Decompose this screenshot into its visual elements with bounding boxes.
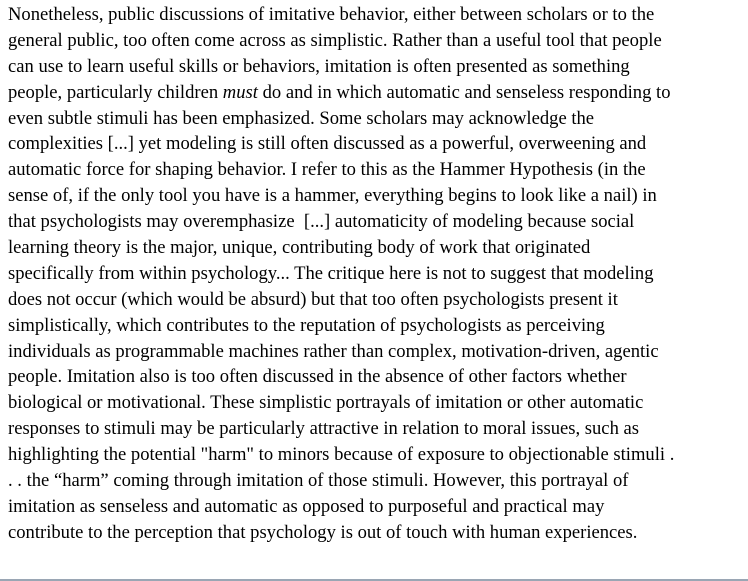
text-run: do and in which automatic and senseless responding to (257, 81, 671, 103)
text-line: imitation as senseless and automatic as opposed to purposeful and practical may (8, 495, 605, 517)
text-run: people, particularly children (8, 81, 223, 103)
text-line: contribute to the perception that psychology is out of touch with human experiences. (8, 521, 638, 543)
text-line: general public, too often come across as simplistic. Rather than a useful tool that people (8, 29, 662, 51)
text-line: that psychologists may overemphasize [...] automaticity of modeling because social (8, 211, 635, 233)
text-line: even subtle stimuli has been emphasized. Some scholars may acknowledge the (8, 107, 595, 129)
text-line: sense of, if the only tool you have is a hammer, everything begins to look like a nail) in (8, 185, 657, 207)
emphasis-text: must (222, 81, 258, 103)
text-line: individuals as programmable machines rather than complex, motivation-driven, agentic (8, 340, 659, 362)
text-line: automatic force for shaping behavior. I refer to this as the Hammer Hypothesis (in the (8, 159, 646, 181)
text-line: biological or motivational. These simplistic portrayals of imitation or other automatic (8, 392, 644, 414)
text-line: responses to stimuli may be particularly attractive in relation to moral issues, such as (8, 418, 639, 440)
text-line: specifically from within psychology... The critique here is not to suggest that modeling (8, 262, 654, 284)
text-line: does not occur (which would be absurd) but that too often psychologists present it (8, 288, 618, 310)
text-line: Nonetheless, public discussions of imitative behavior, either between scholars or to the (8, 4, 655, 25)
text-line: people. Imitation also is too often discussed in the absence of other factors whether (8, 366, 627, 388)
text-line (8, 80, 748, 106)
text-line: simplistically, which contributes to the reputation of psychologists as perceiving (8, 314, 605, 336)
text-line: . . the “harm” coming through imitation of those stimuli. However, this portrayal of (8, 470, 629, 492)
text-line: can use to learn useful skills or behaviors, imitation is often presented as something (8, 55, 630, 77)
text-line: learning theory is the major, unique, contributing body of work that originated (8, 237, 591, 259)
body-paragraph (8, 2, 748, 546)
text-line: complexities [...] yet modeling is still often discussed as a powerful, overweening and (8, 133, 647, 155)
text-line: highlighting the potential "harm" to minors because of exposure to objectionable stimuli . (8, 444, 675, 466)
